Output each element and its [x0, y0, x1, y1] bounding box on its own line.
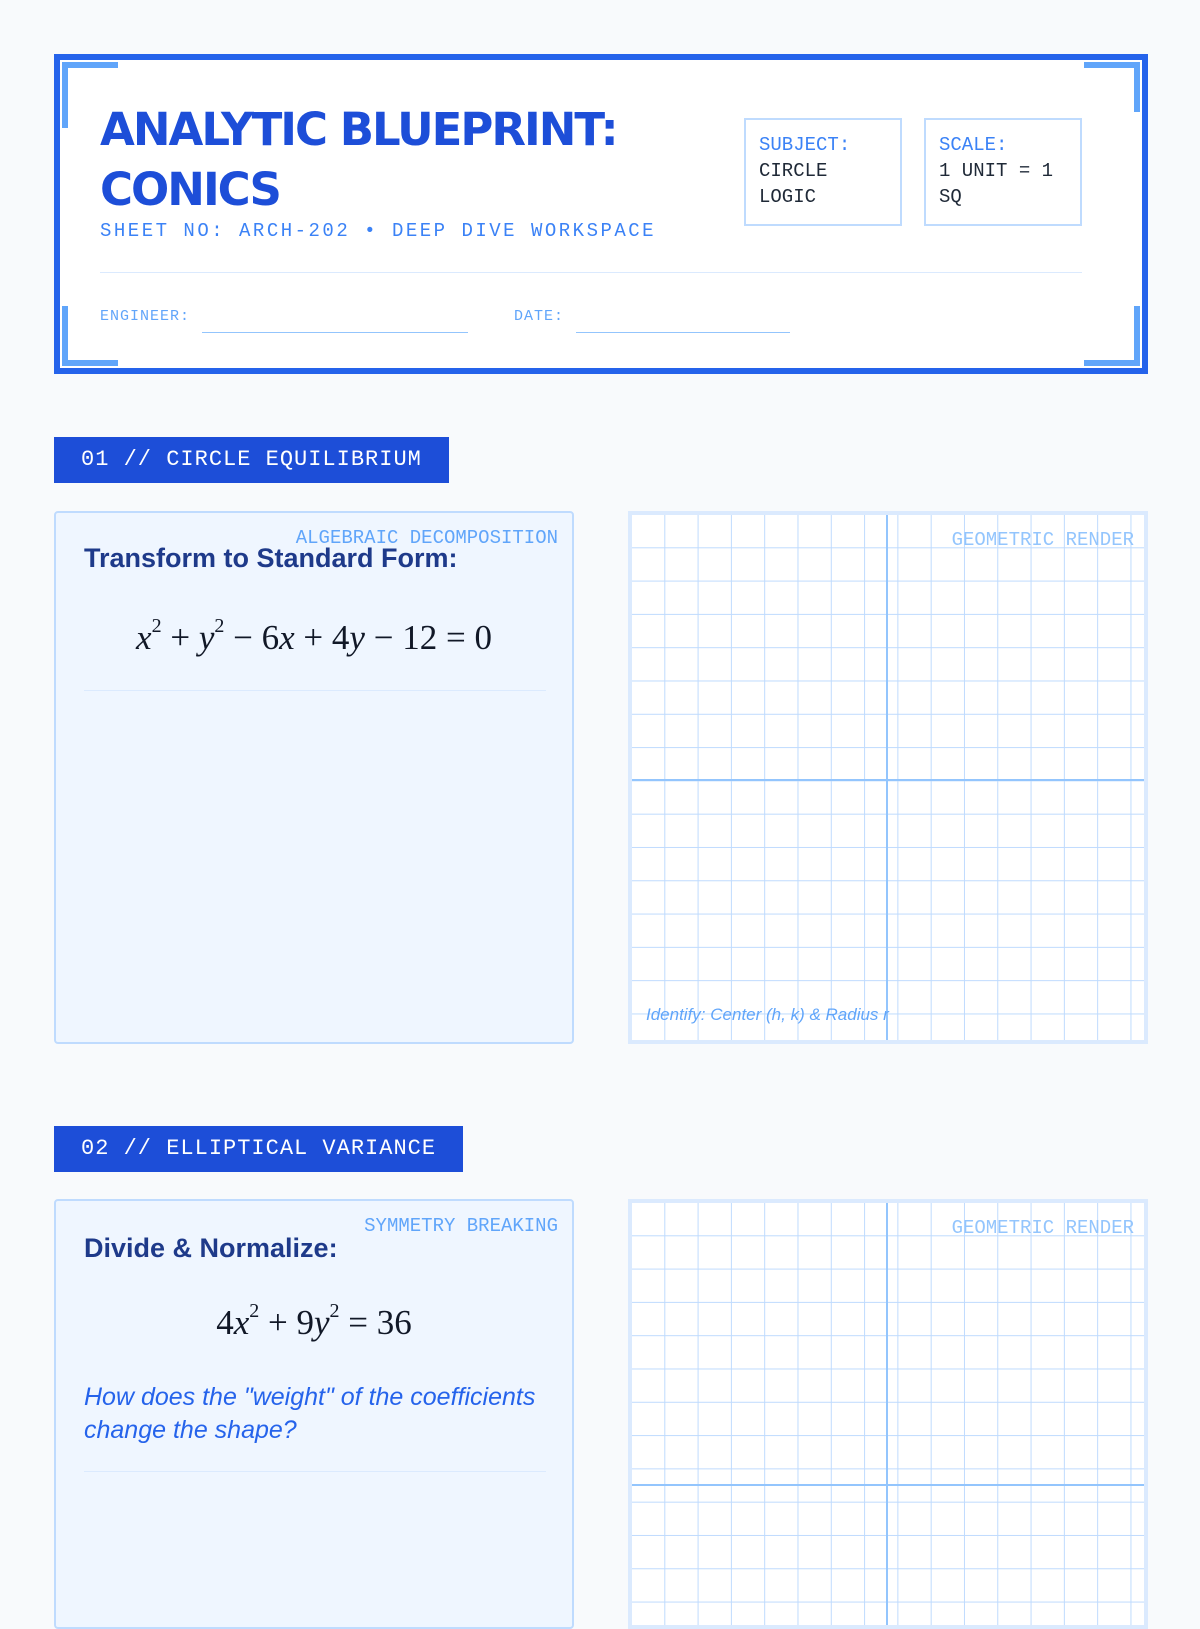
engineer-label: ENGINEER:	[100, 308, 191, 325]
scale-value: 1 UNIT = 1 SQ	[939, 160, 1054, 208]
card-divider	[84, 1471, 546, 1472]
subject-value: CIRCLE LOGIC	[759, 160, 828, 208]
card-heading: Transform to Standard Form:	[84, 543, 458, 573]
engineer-field[interactable]	[202, 332, 468, 333]
subject-label: SUBJECT:	[759, 134, 851, 156]
algebra-card-02	[54, 1199, 574, 1629]
grid-tag: GEOMETRIC RENDER	[951, 529, 1134, 551]
equation: $4x^2 + 9y^2 = 36$	[216, 1300, 412, 1342]
page-title: ANALYTIC BLUEPRINT: CONICS	[100, 103, 617, 216]
algebra-card-01	[54, 511, 574, 1044]
sheet-number: SHEET NO: ARCH-202 • DEEP DIVE WORKSPACE	[100, 220, 657, 242]
equation: $x^2 + y^2 - 6x + 4y - 12 = 0$	[136, 615, 492, 657]
card-divider	[84, 690, 546, 691]
scale-box	[924, 118, 1082, 226]
prompt-text: How does the "weight" of the coefficients change the shape?	[84, 1383, 536, 1444]
x-axis	[632, 779, 1144, 781]
x-axis	[632, 1484, 1144, 1486]
grid-caption: Identify: Center (h, k) & Radius r	[646, 1005, 889, 1024]
scale-label: SCALE:	[939, 134, 1008, 156]
y-axis	[886, 515, 888, 1040]
corner-bracket	[1084, 62, 1140, 112]
title-block	[54, 54, 1148, 374]
subject-box	[744, 118, 902, 226]
card-heading: Divide & Normalize:	[84, 1233, 338, 1263]
header-divider	[100, 272, 1082, 273]
date-label: DATE:	[514, 308, 565, 325]
card-tag: ALGEBRAIC DECOMPOSITION	[295, 527, 558, 549]
corner-bracket	[1084, 306, 1140, 366]
card-tag: SYMMETRY BREAKING	[364, 1215, 558, 1237]
grid-tag: GEOMETRIC RENDER	[951, 1217, 1134, 1239]
date-field[interactable]	[576, 332, 790, 333]
graph-grid-02[interactable]	[628, 1199, 1148, 1629]
section-tag-01: 01 // CIRCLE EQUILIBRIUM	[54, 437, 449, 483]
graph-grid-01[interactable]	[628, 511, 1148, 1044]
section-tag-02: 02 // ELLIPTICAL VARIANCE	[54, 1126, 463, 1172]
y-axis	[886, 1203, 888, 1625]
